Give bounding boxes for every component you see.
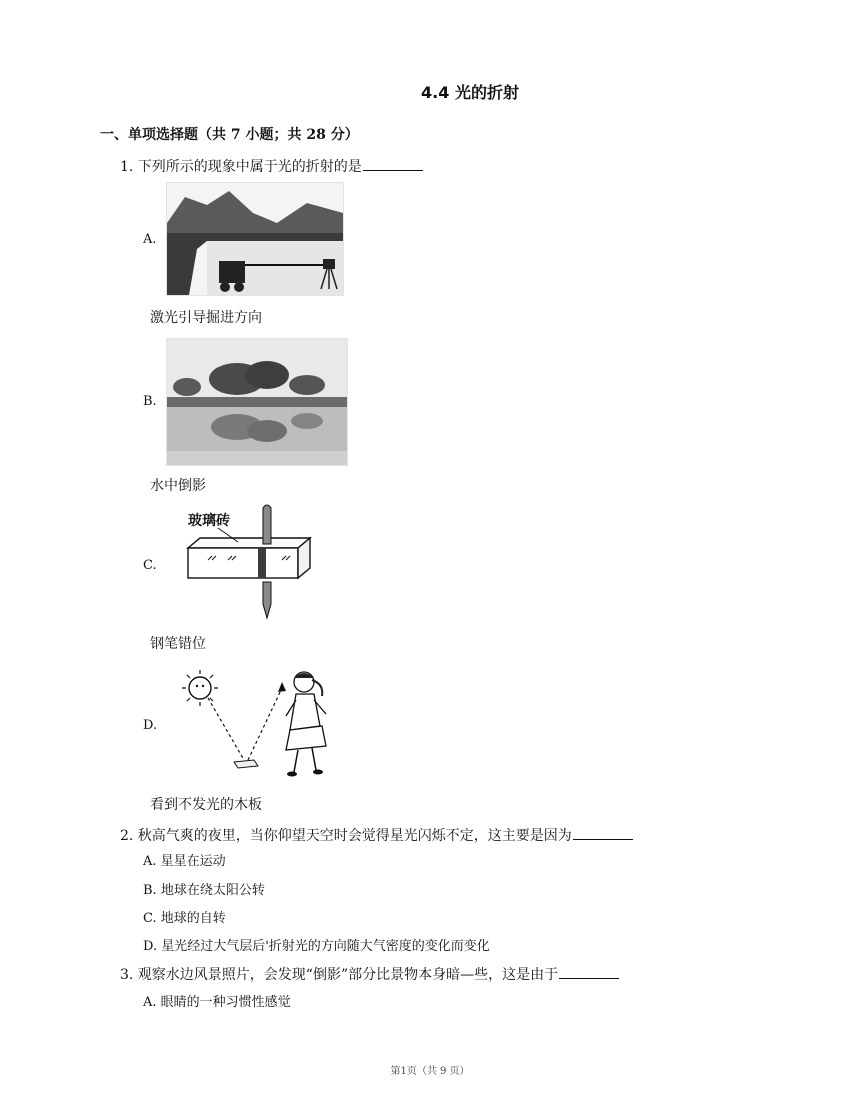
option-b-caption: 水中倒影	[150, 478, 206, 494]
q2-option-c: C. 地球的自转	[143, 911, 226, 926]
question-2-stem	[120, 825, 633, 845]
sun-board-girl-image	[164, 656, 350, 784]
q2-option-d: D. 星光经过大气层后'折射光的方向随大气密度的变化而变化	[143, 939, 490, 954]
page-title: 4.4 光的折射	[421, 83, 519, 102]
q2-option-b: B. 地球在绕太阳公转	[143, 883, 265, 898]
option-c-caption: 钢笔错位	[150, 636, 206, 652]
option-a-letter: A.	[143, 232, 157, 247]
section-heading: 一、单项选择题（共 7 小题；共 28 分）	[100, 127, 359, 143]
glass-pen-image	[158, 500, 350, 622]
option-a-caption: 激光引导掘进方向	[150, 310, 262, 326]
question-2-text: 2. 秋高气爽的夜里，当你仰望天空时会觉得星光闪烁不定，这主要是因为	[120, 828, 572, 844]
q3-option-a: A. 眼睛的一种习惯性感觉	[143, 995, 291, 1010]
glass-brick-label: 玻璃砖	[188, 513, 230, 529]
option-d-letter: D.	[143, 718, 158, 733]
question-3-text: 3. 观察水边风景照片，会发现“倒影”部分比景物本身暗—些，这是由于	[120, 967, 559, 983]
answer-blank	[573, 827, 633, 840]
answer-blank	[559, 966, 619, 979]
figure-tunnel-laser	[166, 182, 344, 296]
option-b-letter: B.	[143, 394, 157, 409]
question-3-stem	[120, 964, 619, 984]
option-c-letter: C.	[143, 558, 157, 573]
tunnel-laser-image	[167, 183, 343, 295]
figure-sun-board-girl	[164, 656, 350, 784]
q2-option-a: A. 星星在运动	[143, 854, 226, 869]
water-reflection-image	[167, 339, 347, 465]
question-1-stem	[120, 156, 423, 176]
question-1-text: 1. 下列所示的现象中属于光的折射的是	[120, 159, 362, 175]
option-d-caption: 看到不发光的木板	[150, 797, 262, 813]
page-footer: 第1页（共 9 页）	[390, 1066, 470, 1077]
figure-water-reflection	[166, 338, 348, 466]
figure-glass-pen	[158, 500, 350, 622]
answer-blank	[363, 158, 423, 171]
